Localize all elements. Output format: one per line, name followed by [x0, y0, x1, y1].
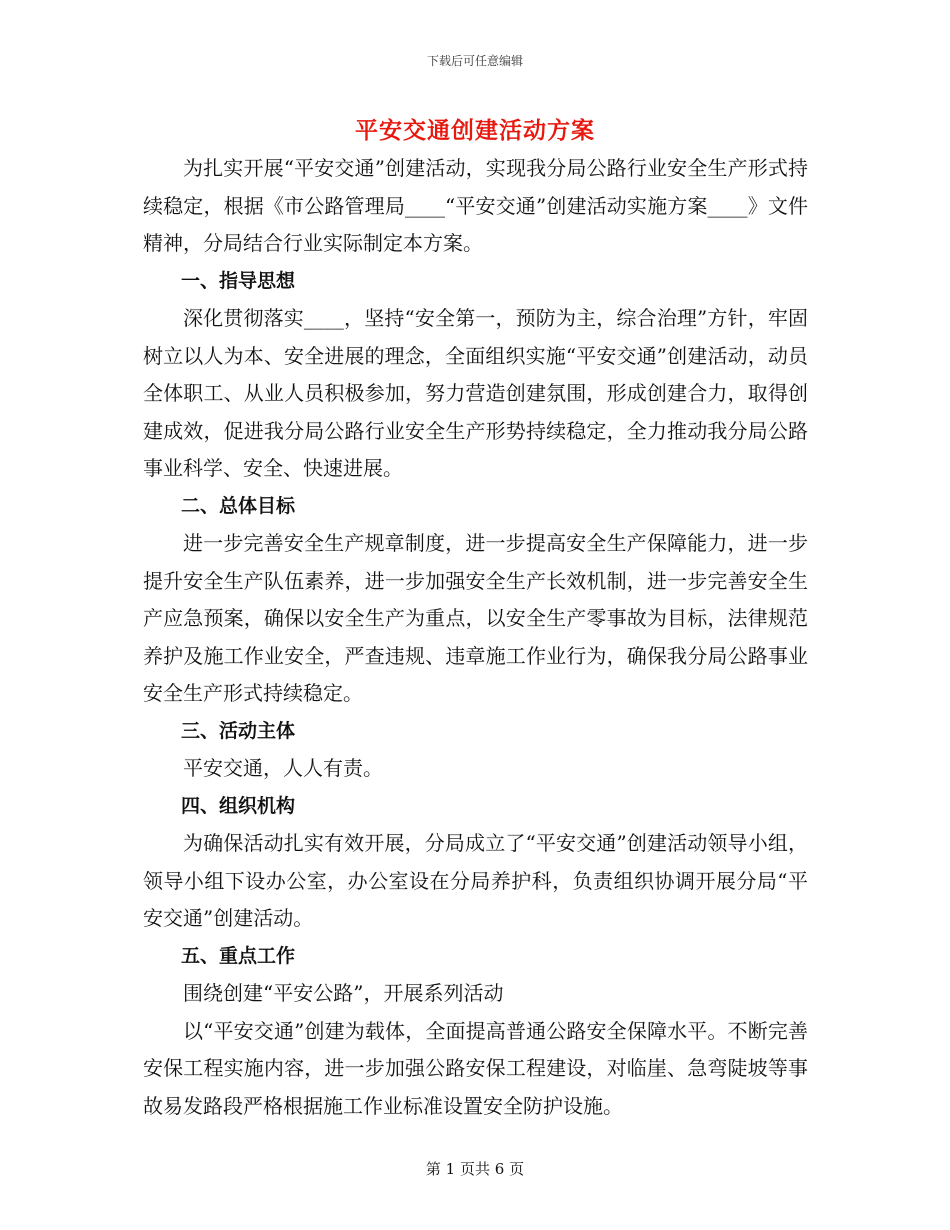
- header-note: 下载后可任意编辑: [426, 54, 523, 68]
- document-title: 平安交通创建活动方案: [355, 117, 595, 144]
- section-2-paragraph: 进一步完善安全生产规章制度，进一步提高安全生产保障能力，进一步提升安全生产队伍素养，进一步加强安全生产长效机制，进一步完善安全生产应急预案，确保以安全生产为重点，以安全生产零事故为目标，法律规范养护及施工作业安全，严查违规、违章施工作业行为，确保我分局公路事业安全生产形式持续稳定。: [143, 531, 808, 705]
- section-heading-4: 四、组织机构: [181, 794, 296, 817]
- page-footer: 第 1 页共 6 页: [425, 1160, 525, 1178]
- section-heading-1: 一、指导思想: [181, 269, 296, 292]
- section-4-paragraph: 为确保活动扎实有效开展，分局成立了“平安交通”创建活动领导小组，领导小组下设办公室，办公室设在分局养护科，负责组织协调开展分局“平安交通”创建活动。: [143, 831, 808, 930]
- section-1-paragraph: 深化贯彻落实____，坚持“安全第一，预防为主，综合治理”方针，牢固树立以人为本、安全进展的理念，全面组织实施“平安交通”创建活动，动员全体职工、从业人员积极参加，努力营造创建氛围，形成创建合力，取得创建成效，促进我分局公路行业安全生产形势持续稳定，全力推动我分局公路事业科学、安全、快速进展。: [143, 306, 808, 480]
- document-body: [143, 150, 808, 1125]
- section-3-paragraph: 平安交通，人人有责。: [183, 756, 383, 780]
- section-5-paragraph: 围绕创建“平安公路”，开展系列活动: [183, 981, 504, 1005]
- section-heading-3: 三、活动主体: [181, 719, 296, 742]
- intro-paragraph: 为扎实开展“平安交通”创建活动，实现我分局公路行业安全生产形式持续稳定，根据《市公路管理局____“平安交通”创建活动实施方案____》文件精神，分局结合行业实际制定本方案。: [143, 156, 808, 255]
- section-5-paragraph-2: 以“平安交通”创建为载体，全面提高普通公路安全保障水平。不断完善安保工程实施内容，进一步加强公路安保工程建设，对临崖、急弯陡坡等事故易发路段严格根据施工作业标准设置安全防护设施。: [143, 1018, 808, 1118]
- section-heading-2: 二、总体目标: [181, 494, 296, 517]
- section-heading-5: 五、重点工作: [181, 944, 296, 967]
